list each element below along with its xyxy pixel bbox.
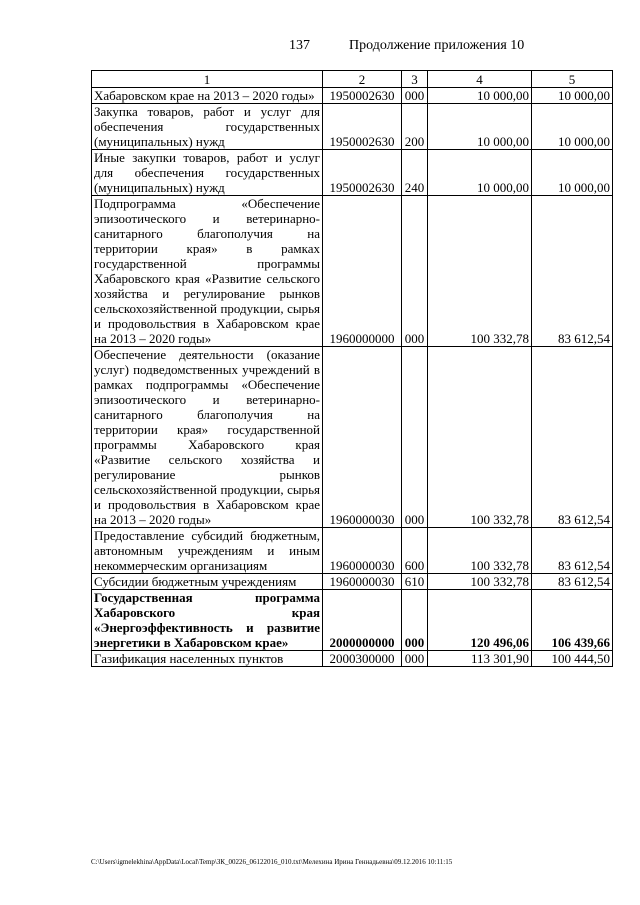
row-code-cell: 1960000030 xyxy=(323,528,402,574)
row-name-cell: Подпрограмма «Обеспечение эпизоотического и ветеринарно-санитарного благополучия на территории края» в рамках государственной программы Хабаровского края «Развитие сельского хозяйства и регулирование рынков сельскохозяйственной продукции, сырья и продовольствия в Хабаровском крае на 2013 – 2020 годы» xyxy=(92,196,323,347)
table-row xyxy=(92,88,613,104)
table-header-row xyxy=(92,71,613,88)
table-row xyxy=(92,104,613,150)
table-row xyxy=(92,528,613,574)
row-value-2015-cell: 10 000,00 xyxy=(428,88,532,104)
row-name-cell: Закупка товаров, работ и услуг для обеспечения государственных (муниципальных) нужд xyxy=(92,104,323,150)
row-code-cell: 1960000000 xyxy=(323,196,402,347)
row-name-cell: Государственная программа Хабаровского края «Энергоэффективность и развитие энергетики в Хабаровском крае» xyxy=(92,590,323,651)
row-value-2015-cell: 120 496,06 xyxy=(428,590,532,651)
table-row xyxy=(92,347,613,528)
table-row xyxy=(92,651,613,667)
row-value-2016-cell: 83 612,54 xyxy=(532,528,613,574)
row-code-cell: 1950002630 xyxy=(323,104,402,150)
row-code-cell: 1960000030 xyxy=(323,574,402,590)
row-value-2016-cell: 10 000,00 xyxy=(532,104,613,150)
row-code-cell: 1950002630 xyxy=(323,150,402,196)
row-category-cell: 000 xyxy=(402,590,428,651)
row-category-cell: 000 xyxy=(402,88,428,104)
table-row xyxy=(92,196,613,347)
row-value-2015-cell: 100 332,78 xyxy=(428,196,532,347)
table-row xyxy=(92,574,613,590)
column-header: 2 xyxy=(323,71,402,88)
row-name-cell: Субсидии бюджетным учреждениям xyxy=(92,574,323,590)
row-category-cell: 200 xyxy=(402,104,428,150)
row-code-cell: 2000300000 xyxy=(323,651,402,667)
row-name-cell: Хабаровском крае на 2013 – 2020 годы» xyxy=(92,88,323,104)
column-header: 3 xyxy=(402,71,428,88)
row-value-2015-cell: 10 000,00 xyxy=(428,150,532,196)
row-name-cell: Иные закупки товаров, работ и услуг для обеспечения государственных (муниципальных) нужд xyxy=(92,150,323,196)
row-value-2016-cell: 10 000,00 xyxy=(532,88,613,104)
row-name-cell: Газификация населенных пунктов xyxy=(92,651,323,667)
column-header: 4 xyxy=(428,71,532,88)
row-value-2016-cell: 83 612,54 xyxy=(532,574,613,590)
row-code-cell: 2000000000 xyxy=(323,590,402,651)
row-value-2015-cell: 113 301,90 xyxy=(428,651,532,667)
row-value-2016-cell: 10 000,00 xyxy=(532,150,613,196)
row-category-cell: 610 xyxy=(402,574,428,590)
row-category-cell: 000 xyxy=(402,196,428,347)
footer-file-path: C:\Users\igmelekhina\AppData\Local\Temp\ЗК_00226_06122016_010.txt\Мелехина Ирина Геннадьевна\09.12.2016 10:11:15 xyxy=(91,858,453,866)
row-category-cell: 000 xyxy=(402,347,428,528)
row-value-2015-cell: 100 332,78 xyxy=(428,347,532,528)
row-code-cell: 1950002630 xyxy=(323,88,402,104)
row-value-2015-cell: 100 332,78 xyxy=(428,528,532,574)
row-category-cell: 600 xyxy=(402,528,428,574)
row-value-2015-cell: 10 000,00 xyxy=(428,104,532,150)
row-category-cell: 000 xyxy=(402,651,428,667)
row-category-cell: 240 xyxy=(402,150,428,196)
row-name-cell: Обеспечение деятельности (оказание услуг) подведомственных учреждений в рамках подпрограммы «Обеспечение эпизоотического и ветеринарно-санитарного благополучия на территории края» государственной программы Хабаровского края «Развитие сельского хозяйства и регулирование рынков сельскохозяйственной продукции, сырья и продовольствия в Хабаровском крае на 2013 – 2020 годы» xyxy=(92,347,323,528)
row-name-cell: Предоставление субсидий бюджетным, автономным учреждениям и иным некоммерческим организациям xyxy=(92,528,323,574)
appendix-title: Продолжение приложения 10 xyxy=(349,38,525,53)
page-number: 137 xyxy=(289,38,310,53)
row-value-2016-cell: 106 439,66 xyxy=(532,590,613,651)
row-code-cell: 1960000030 xyxy=(323,347,402,528)
row-value-2015-cell: 100 332,78 xyxy=(428,574,532,590)
row-value-2016-cell: 83 612,54 xyxy=(532,347,613,528)
table-row xyxy=(92,150,613,196)
row-value-2016-cell: 83 612,54 xyxy=(532,196,613,347)
column-header: 1 xyxy=(92,71,323,88)
table-row xyxy=(92,590,613,651)
budget-table xyxy=(91,70,613,667)
row-value-2016-cell: 100 444,50 xyxy=(532,651,613,667)
column-header: 5 xyxy=(532,71,613,88)
